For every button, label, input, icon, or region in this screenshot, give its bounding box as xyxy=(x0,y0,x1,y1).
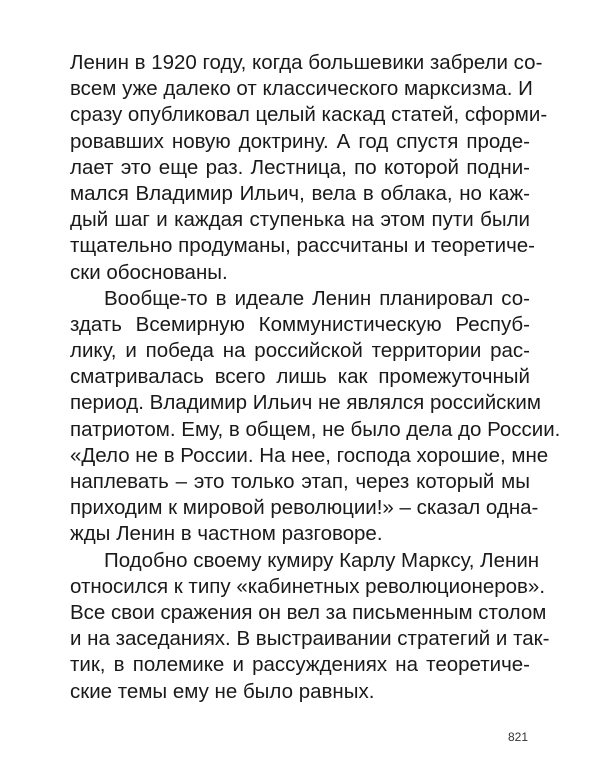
page-number: 821 xyxy=(507,730,528,744)
text-line: Ленин в 1920 году, когда большевики забрели со- xyxy=(70,51,543,74)
text-line: наплевать – это только этап, через который мы xyxy=(70,470,530,493)
text-line: «Дело не в России. На нее, господа хорошие, мне xyxy=(70,443,549,467)
text-line: сразу опубликовал целый каскад статей, сформи- xyxy=(70,103,548,127)
text-line: сматривалась всего лишь как промежуточный xyxy=(70,365,530,389)
text-line: лает это еще раз. Лестница, по которой подни- xyxy=(70,155,530,179)
text-line: дый шаг и каждая ступенька на этом пути были xyxy=(70,208,530,232)
text-line: всем уже далеко от классического марксизма. И xyxy=(70,77,533,101)
body-text xyxy=(70,50,561,705)
paragraph-2 xyxy=(70,286,561,548)
text-line: ски обоснованы. xyxy=(70,260,228,284)
text-line: Подобно своему кумиру Карлу Марксу, Ленин xyxy=(104,548,540,572)
text-line: патриотом. Ему, в общем, не было дела до России. xyxy=(70,417,561,441)
text-line: ровавших новую доктрину. А год спустя проде- xyxy=(70,129,530,153)
text-line: период. Владимир Ильич не являлся российским xyxy=(70,391,541,415)
text-line: лику, и победа на российской территории рас- xyxy=(70,339,530,363)
paragraph-3 xyxy=(70,548,550,705)
text-line: мался Владимир Ильич, вела в облака, но каж- xyxy=(70,181,530,205)
text-line: Вообще-то в идеале Ленин планировал со- xyxy=(104,286,530,310)
text-line: и на заседаниях. В выстраивании стратегий и так- xyxy=(70,627,550,651)
text-line: тик, в полемике и рассуждениях на теоретиче- xyxy=(70,653,530,677)
text-line: Все свои сражения он вел за письменным столом xyxy=(70,600,547,624)
text-line: относился к типу «кабинетных революционеров». xyxy=(70,574,546,598)
text-line: приходим к мировой революции!» – сказал одна- xyxy=(70,496,539,520)
text-line: ские темы ему не было равных. xyxy=(70,679,375,703)
text-line: тщательно продуманы, рассчитаны и теоретиче- xyxy=(70,234,536,258)
paragraph-1 xyxy=(70,50,548,286)
text-line: здать Всемирную Коммунистическую Респуб- xyxy=(70,312,530,336)
text-line: жды Ленин в частном разговоре. xyxy=(70,522,383,546)
